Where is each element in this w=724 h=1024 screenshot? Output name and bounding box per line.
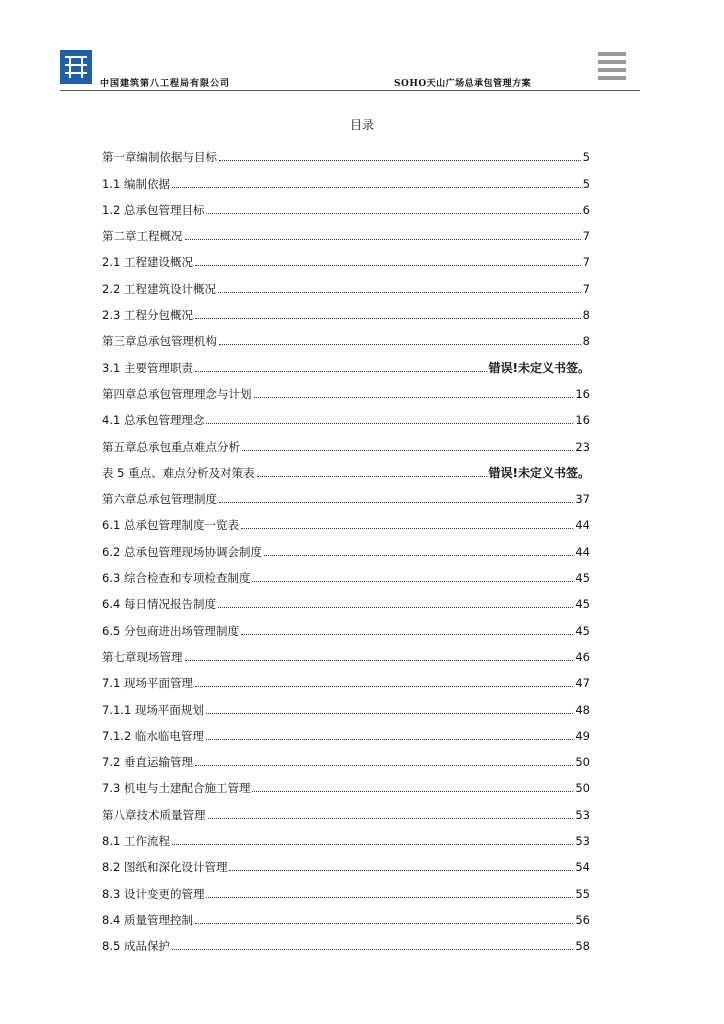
toc-entry-label: 1.1 编制依据 — [102, 176, 170, 191]
toc-entry-label: 2.3 工程分包概况 — [102, 308, 193, 323]
toc-entry-page: 55 — [575, 886, 590, 901]
toc-entry[interactable] — [102, 638, 590, 664]
toc-entry-label: 1.2 总承包管理目标 — [102, 202, 205, 217]
toc-entry-label: 2.2 工程建筑设计概况 — [102, 281, 216, 296]
toc-entry[interactable] — [102, 795, 590, 821]
toc-entry-page: 45 — [575, 597, 590, 612]
toc-title: 目录 — [349, 118, 374, 132]
cscec-logo-icon — [60, 50, 92, 84]
toc-entry-label: 第八章技术质量管理 — [102, 807, 206, 822]
toc-entry-page: 5 — [582, 176, 590, 191]
toc-leader-dots — [172, 186, 581, 188]
toc-entry-page: 16 — [575, 413, 590, 428]
toc-leader-dots — [252, 790, 573, 792]
toc-entry[interactable] — [102, 427, 590, 453]
toc-leader-dots — [219, 159, 581, 161]
toc-leader-dots — [257, 475, 487, 477]
toc-leader-dots — [195, 685, 573, 687]
header-rule — [60, 90, 640, 91]
toc-entry-page: 8 — [582, 308, 590, 323]
toc-entry-label: 第四章总承包管理理念与计划 — [102, 386, 252, 401]
toc-entry-label: 第七章现场管理 — [102, 649, 183, 664]
toc-entry[interactable] — [102, 191, 590, 217]
toc-entry-page: 50 — [575, 755, 590, 770]
toc-entry[interactable] — [102, 164, 590, 190]
toc-entry[interactable] — [102, 243, 590, 269]
toc-entry[interactable] — [102, 532, 590, 558]
toc-entry-label: 表 5 重点、难点分析及对策表 — [102, 465, 255, 480]
toc-entry-page: 56 — [575, 912, 590, 927]
toc-leader-dots — [264, 554, 573, 556]
toc-entry-label: 6.4 每日情况报告制度 — [102, 597, 216, 612]
toc-leader-dots — [219, 343, 581, 345]
toc-entry-label: 3.1 主要管理职责 — [102, 360, 193, 375]
toc-entry-page: 46 — [575, 649, 590, 664]
toc-entry[interactable] — [102, 348, 590, 374]
toc-entry-label: 第六章总承包管理制度 — [102, 492, 217, 507]
toc-entry-label: 第二章工程概况 — [102, 229, 183, 244]
toc-entry-page: 23 — [575, 439, 590, 454]
toc-entry-page: 45 — [575, 623, 590, 638]
toc-entry-label: 8.4 质量管理控制 — [102, 912, 193, 927]
toc-leader-dots — [242, 449, 573, 451]
toc-entry[interactable] — [102, 901, 590, 927]
toc-entry[interactable] — [102, 717, 590, 743]
company-emblem-icon — [596, 50, 628, 84]
toc-leader-dots — [241, 633, 573, 635]
toc-entry[interactable] — [102, 874, 590, 900]
toc-entry-page: 5 — [582, 150, 590, 165]
toc-leader-dots — [195, 317, 581, 319]
toc-leader-dots — [241, 527, 573, 529]
toc-entry-label: 第一章编制依据与目标 — [102, 150, 217, 165]
toc-entry-label: 7.1 现场平面管理 — [102, 676, 193, 691]
toc-entry[interactable] — [102, 138, 590, 164]
toc-entry[interactable] — [102, 506, 590, 532]
toc-entry-page: 8 — [582, 334, 590, 349]
toc-entry-page: 58 — [575, 939, 590, 954]
toc-entry[interactable] — [102, 454, 590, 480]
toc-entry-page: 53 — [575, 834, 590, 849]
toc-entry-label: 7.2 垂直运输管理 — [102, 755, 193, 770]
toc-entry[interactable] — [102, 585, 590, 611]
toc-leader-dots — [195, 264, 581, 266]
toc-leader-dots — [252, 580, 573, 582]
company-name: 中国建筑第八工程局有限公司 — [100, 79, 231, 89]
toc-entry-label: 6.2 总承包管理现场协调会制度 — [102, 544, 262, 559]
toc-entry-label: 7.3 机电与土建配合施工管理 — [102, 781, 251, 796]
toc-entry-label: 第五章总承包重点难点分析 — [102, 439, 240, 454]
toc-entry-label: 6.5 分包商进出场管理制度 — [102, 623, 239, 638]
toc-leader-dots — [206, 896, 573, 898]
toc-leader-dots — [172, 843, 573, 845]
toc-entry-page: 7 — [582, 255, 590, 270]
toc-entry[interactable] — [102, 690, 590, 716]
toc-leader-dots — [206, 422, 573, 424]
toc-entry[interactable] — [102, 848, 590, 874]
toc-entry-label: 7.1.1 现场平面规划 — [102, 702, 204, 717]
toc-entry-label: 8.5 成品保护 — [102, 939, 170, 954]
toc-entry-page: 50 — [575, 781, 590, 796]
toc-entry[interactable] — [102, 822, 590, 848]
toc-entry[interactable] — [102, 269, 590, 295]
toc-entry-page: 7 — [582, 281, 590, 296]
toc-leader-dots — [206, 212, 580, 214]
toc-entry[interactable] — [102, 611, 590, 637]
toc-entry[interactable] — [102, 296, 590, 322]
toc-entry-page: 54 — [575, 860, 590, 875]
toc-entry[interactable] — [102, 559, 590, 585]
document-title: SOHO天山广场总承包管理方案 — [394, 79, 532, 89]
table-of-contents — [102, 138, 590, 953]
toc-entry-page: 44 — [575, 518, 590, 533]
toc-leader-dots — [254, 396, 574, 398]
toc-leader-dots — [195, 764, 573, 766]
toc-entry[interactable] — [102, 927, 590, 953]
toc-entry-label: 8.2 图纸和深化设计管理 — [102, 860, 228, 875]
toc-leader-dots — [219, 501, 573, 503]
toc-entry[interactable] — [102, 401, 590, 427]
toc-leader-dots — [229, 869, 573, 871]
toc-entry-page: 37 — [575, 492, 590, 507]
toc-entry-label: 第三章总承包管理机构 — [102, 334, 217, 349]
toc-entry-page: 45 — [575, 571, 590, 586]
toc-entry-label: 6.1 总承包管理制度一览表 — [102, 518, 239, 533]
toc-leader-dots — [218, 606, 573, 608]
toc-entry-page: 错误!未定义书签。 — [488, 360, 590, 375]
toc-leader-dots — [195, 370, 487, 372]
toc-leader-dots — [218, 291, 581, 293]
toc-entry-page: 44 — [575, 544, 590, 559]
toc-entry-label: 2.1 工程建设概况 — [102, 255, 193, 270]
toc-entry[interactable] — [102, 375, 590, 401]
toc-entry-page: 53 — [575, 807, 590, 822]
toc-entry[interactable] — [102, 480, 590, 506]
toc-leader-dots — [185, 238, 581, 240]
toc-leader-dots — [208, 817, 574, 819]
toc-entry-label: 7.1.2 临水临电管理 — [102, 728, 204, 743]
toc-entry-page: 49 — [575, 728, 590, 743]
toc-entry[interactable] — [102, 217, 590, 243]
toc-entry-label: 4.1 总承包管理理念 — [102, 413, 205, 428]
toc-entry-page: 47 — [575, 676, 590, 691]
toc-entry-page: 48 — [575, 702, 590, 717]
toc-leader-dots — [185, 659, 574, 661]
toc-leader-dots — [195, 922, 573, 924]
toc-entry[interactable] — [102, 769, 590, 795]
toc-leader-dots — [206, 738, 573, 740]
toc-entry-label: 8.1 工作流程 — [102, 834, 170, 849]
toc-entry-page: 6 — [582, 202, 590, 217]
toc-entry-page: 16 — [575, 386, 590, 401]
page-header — [60, 46, 640, 92]
toc-leader-dots — [206, 712, 573, 714]
toc-entry-page: 7 — [582, 229, 590, 244]
toc-leader-dots — [172, 948, 573, 950]
toc-entry-label: 8.3 设计变更的管理 — [102, 886, 205, 901]
toc-entry-page: 错误!未定义书签。 — [488, 465, 590, 480]
toc-entry[interactable] — [102, 743, 590, 769]
toc-entry[interactable] — [102, 322, 590, 348]
toc-entry[interactable] — [102, 664, 590, 690]
toc-entry-label: 6.3 综合检查和专项检查制度 — [102, 571, 251, 586]
